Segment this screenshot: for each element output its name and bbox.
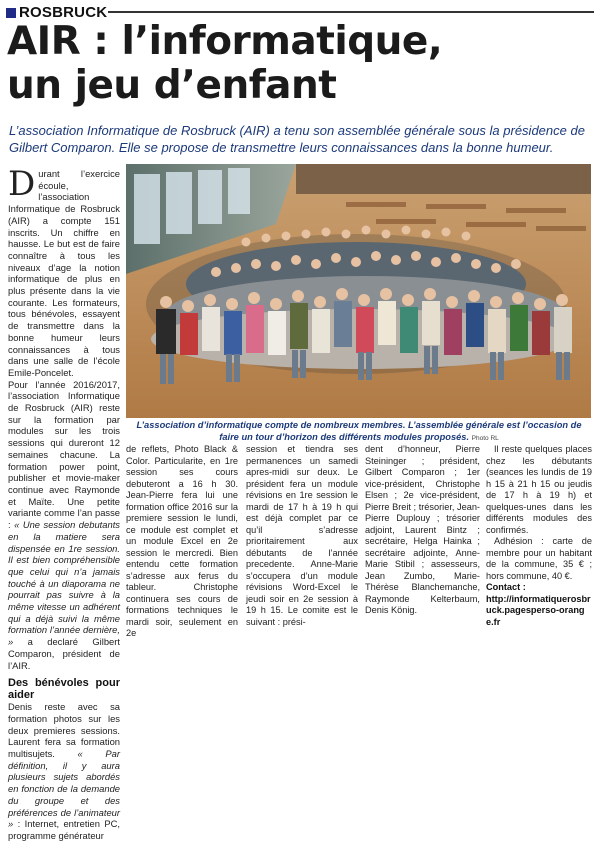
group-photo: [126, 164, 591, 418]
headline: [7, 20, 597, 108]
quote-president: « Une session debutants en la matiere sera dispensée en 1re session. Il est bien compréhensible que celui qui n’a jamais touché à un diaporama ne pourrait pas suivre à la même vitesse un adhérent qui a déjà suivi la même formation l’année dernière, »: [8, 519, 120, 648]
headline-line-1: AIR : l’informatique,: [7, 19, 443, 64]
section-label: ROSBRUCK: [19, 4, 108, 21]
paragraph-program: [8, 379, 120, 672]
paragraph-membership: Adhésion : carte de membre pour un habitant de la commune, 35 € ; hors commune, 40 €.: [486, 536, 592, 581]
paragraph-intro-text: urant l’exercice écoule, l’association Informatique de Rosbruck (AIR) a compte 151 inscrits. Un chiffre en hausse. Le but est de faire connaître à tous les niveaux d’age la notion informatique de plus en plus présente dans la vie courante. Les formateurs, tous bénévoles, essayent de transmettre dans la bonne humeur leurs connaissances à tous dans une salle de l’école Emile-Poncelet.: [8, 168, 120, 378]
paragraph-col3: session et tiendra ses permanences un samedi apres-midi sur deux. Le président fera un module révisions en 1re session le mardi de 17 h à 19 h qui est déjà complet par ce qu’il s’adresse prioritairement aux débutants de l’année precedente. Anne-Marie s’occupera d’un module révisions Word-Excel le jeudi soir en 2e session à 19 h 15. Le comite est le suivant : prési-: [246, 444, 358, 627]
photo-caption: [128, 420, 590, 444]
paragraph-intro: [8, 164, 120, 379]
paragraph-col2: de reflets, Photo Black & Color. Particularite, en 1re session ses cours debuteront a 16 h 30. Jean-Pierre fera lui une formation office 2016 sur la premiere session le lundi, ce module est complet et un module Excel en 2e session le mercredi. Bien entendu cette formation s’adresse aux ferus du tableur. Christophe continuera ses cours de formations techniques le mardi soir, seulement en 2e: [126, 444, 238, 638]
subheading: Des bénévoles pour aider: [8, 677, 120, 702]
paragraph-places: Il reste quelques places chez les débutants (seances les lundis de 19 h 15 à 21 h 15 ou jeudis de 17 h à 19 h) et quelques-unes dans les différents modules des confirmés.: [486, 444, 592, 535]
article-column-3: [246, 444, 358, 628]
paragraph-volunteers: [8, 701, 120, 841]
article-column-2: [126, 444, 238, 640]
chapo: L’association Informatique de Rosbruck (AIR) a tenu son assemblée générale sous la présidence de Gilbert Comparon. Elle se propose de transmettre leurs connaissances dans la bonne humeur.: [9, 123, 585, 155]
paragraph-col4: dent d’honneur, Pierre Steininger ; président, Gilbert Comparon ; 1er vice-président, Christophe Elsen ; 2e vice-président, Pierre Breit ; trésorier, Jean-Pierre Duplouy ; trésorier adjoint, Laurent Bintz ; secrétaire, Helga Hainka ; secrétaire adjointe, Anne-Marie Stibil ; assesseurs, Jean Zumbo, Marie-Thérèse Blanchemanche, Raymonde Kelterbaum, Denis König.: [365, 444, 480, 615]
contact-url[interactable]: http://informatiquerosbruck.pagesperso-orange.fr: [486, 593, 591, 627]
photo-credit: Photo RL: [471, 434, 499, 442]
paragraph-program-text: Pour l’année 2016/2017, l’association Informatique de Rosbruck (AIR) reste sur la formation par modules sur les trois sessions qui dureront 12 semaines chacune. La formation power point, publisher et movie-maker continue avec Raymonde et Maïte. Une petite variante comme l’an passe :: [8, 378, 120, 531]
headline-line-2: un jeu d’enfant: [7, 63, 337, 108]
quote-modules: « Par définition, il y aura plusieurs sujets abordés en fonction de la demande du groupe et des préférences de l’animateur »: [8, 748, 120, 830]
paragraph-volunteers-text: Denis reste avec sa formation photos sur les deux premieres sessions. Laurent fera sa formation multisujets.: [8, 701, 120, 760]
caption-text: L’association d’informatique compte de nombreux membres. L’assemblée générale est l’occasion de faire un tour d’horizon des différents modules proposés.: [136, 420, 582, 442]
section-rule: [108, 11, 594, 13]
article-column-1: [8, 164, 120, 842]
article-column-4: [365, 444, 480, 617]
contact-label: Contact :: [486, 582, 526, 592]
section-square-icon: [6, 8, 16, 18]
group-photo-image: [126, 164, 591, 418]
paragraph-volunteers-end: : Internet, entretien PC, programme générateur: [8, 818, 120, 841]
paragraph-program-end: a declaré Gilbert Comparon, président de l’AIR.: [8, 636, 120, 671]
article-column-5: [486, 444, 592, 628]
dropcap: D: [8, 164, 36, 204]
